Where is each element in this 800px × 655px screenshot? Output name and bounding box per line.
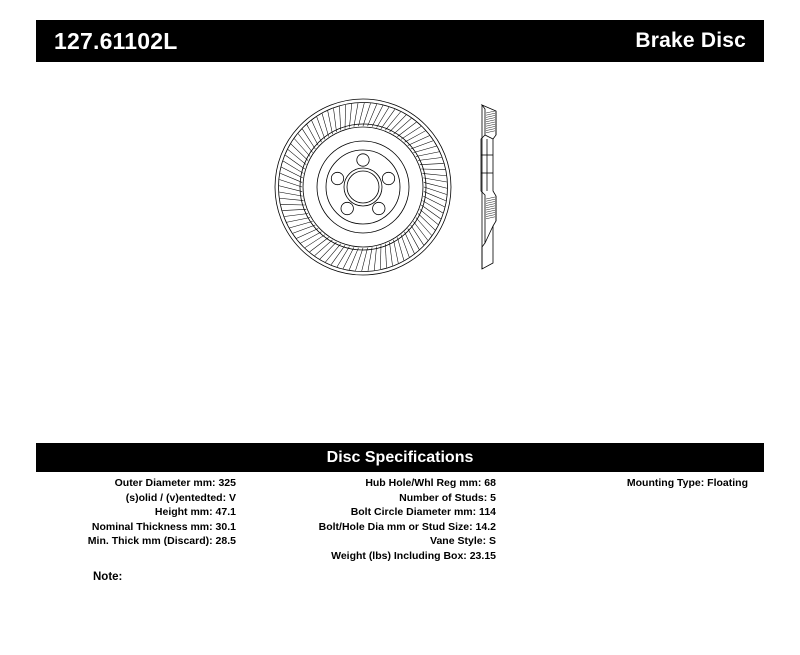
rotor-drawing bbox=[250, 95, 550, 280]
specs-column-right bbox=[506, 476, 748, 491]
specs-body bbox=[36, 476, 764, 576]
spec-item: Number of Studs: 5 bbox=[399, 491, 496, 504]
spec-item: Mounting Type: Floating bbox=[626, 477, 748, 489]
spec-item: Weight (lbs) Including Box: 23.15 bbox=[331, 549, 496, 562]
spec-item: Bolt Circle Diameter mm: 114 bbox=[350, 506, 496, 519]
spec-item: Height mm: 47.1 bbox=[154, 506, 236, 519]
spec-item: Outer Diameter mm: 325 bbox=[114, 477, 236, 489]
specs-column-left bbox=[36, 476, 236, 549]
spec-item: Nominal Thickness mm: 30.1 bbox=[91, 520, 236, 533]
spec-item: Min. Thick mm (Discard): 28.5 bbox=[87, 535, 236, 548]
product-type: Brake Disc bbox=[635, 29, 746, 52]
spec-item: Bolt/Hole Dia mm or Stud Size: 14.2 bbox=[318, 520, 496, 533]
specs-title-bar bbox=[36, 443, 764, 472]
lug-holes bbox=[331, 154, 394, 215]
spec-item: Vane Style: S bbox=[430, 535, 496, 548]
vane-hatching bbox=[279, 103, 447, 271]
spec-item: Hub Hole/Whl Reg mm: 68 bbox=[365, 477, 496, 489]
specs-column-middle bbox=[246, 476, 496, 564]
rotor-side-view bbox=[481, 105, 496, 269]
specs-title: Disc Specifications bbox=[326, 448, 474, 466]
spec-item: (s)olid / (v)entedted: V bbox=[125, 491, 236, 504]
part-number: 127.61102L bbox=[54, 27, 178, 54]
rotor-drawing-svg bbox=[250, 95, 550, 280]
note-label: Note: bbox=[93, 571, 123, 583]
header-bar bbox=[36, 20, 764, 62]
